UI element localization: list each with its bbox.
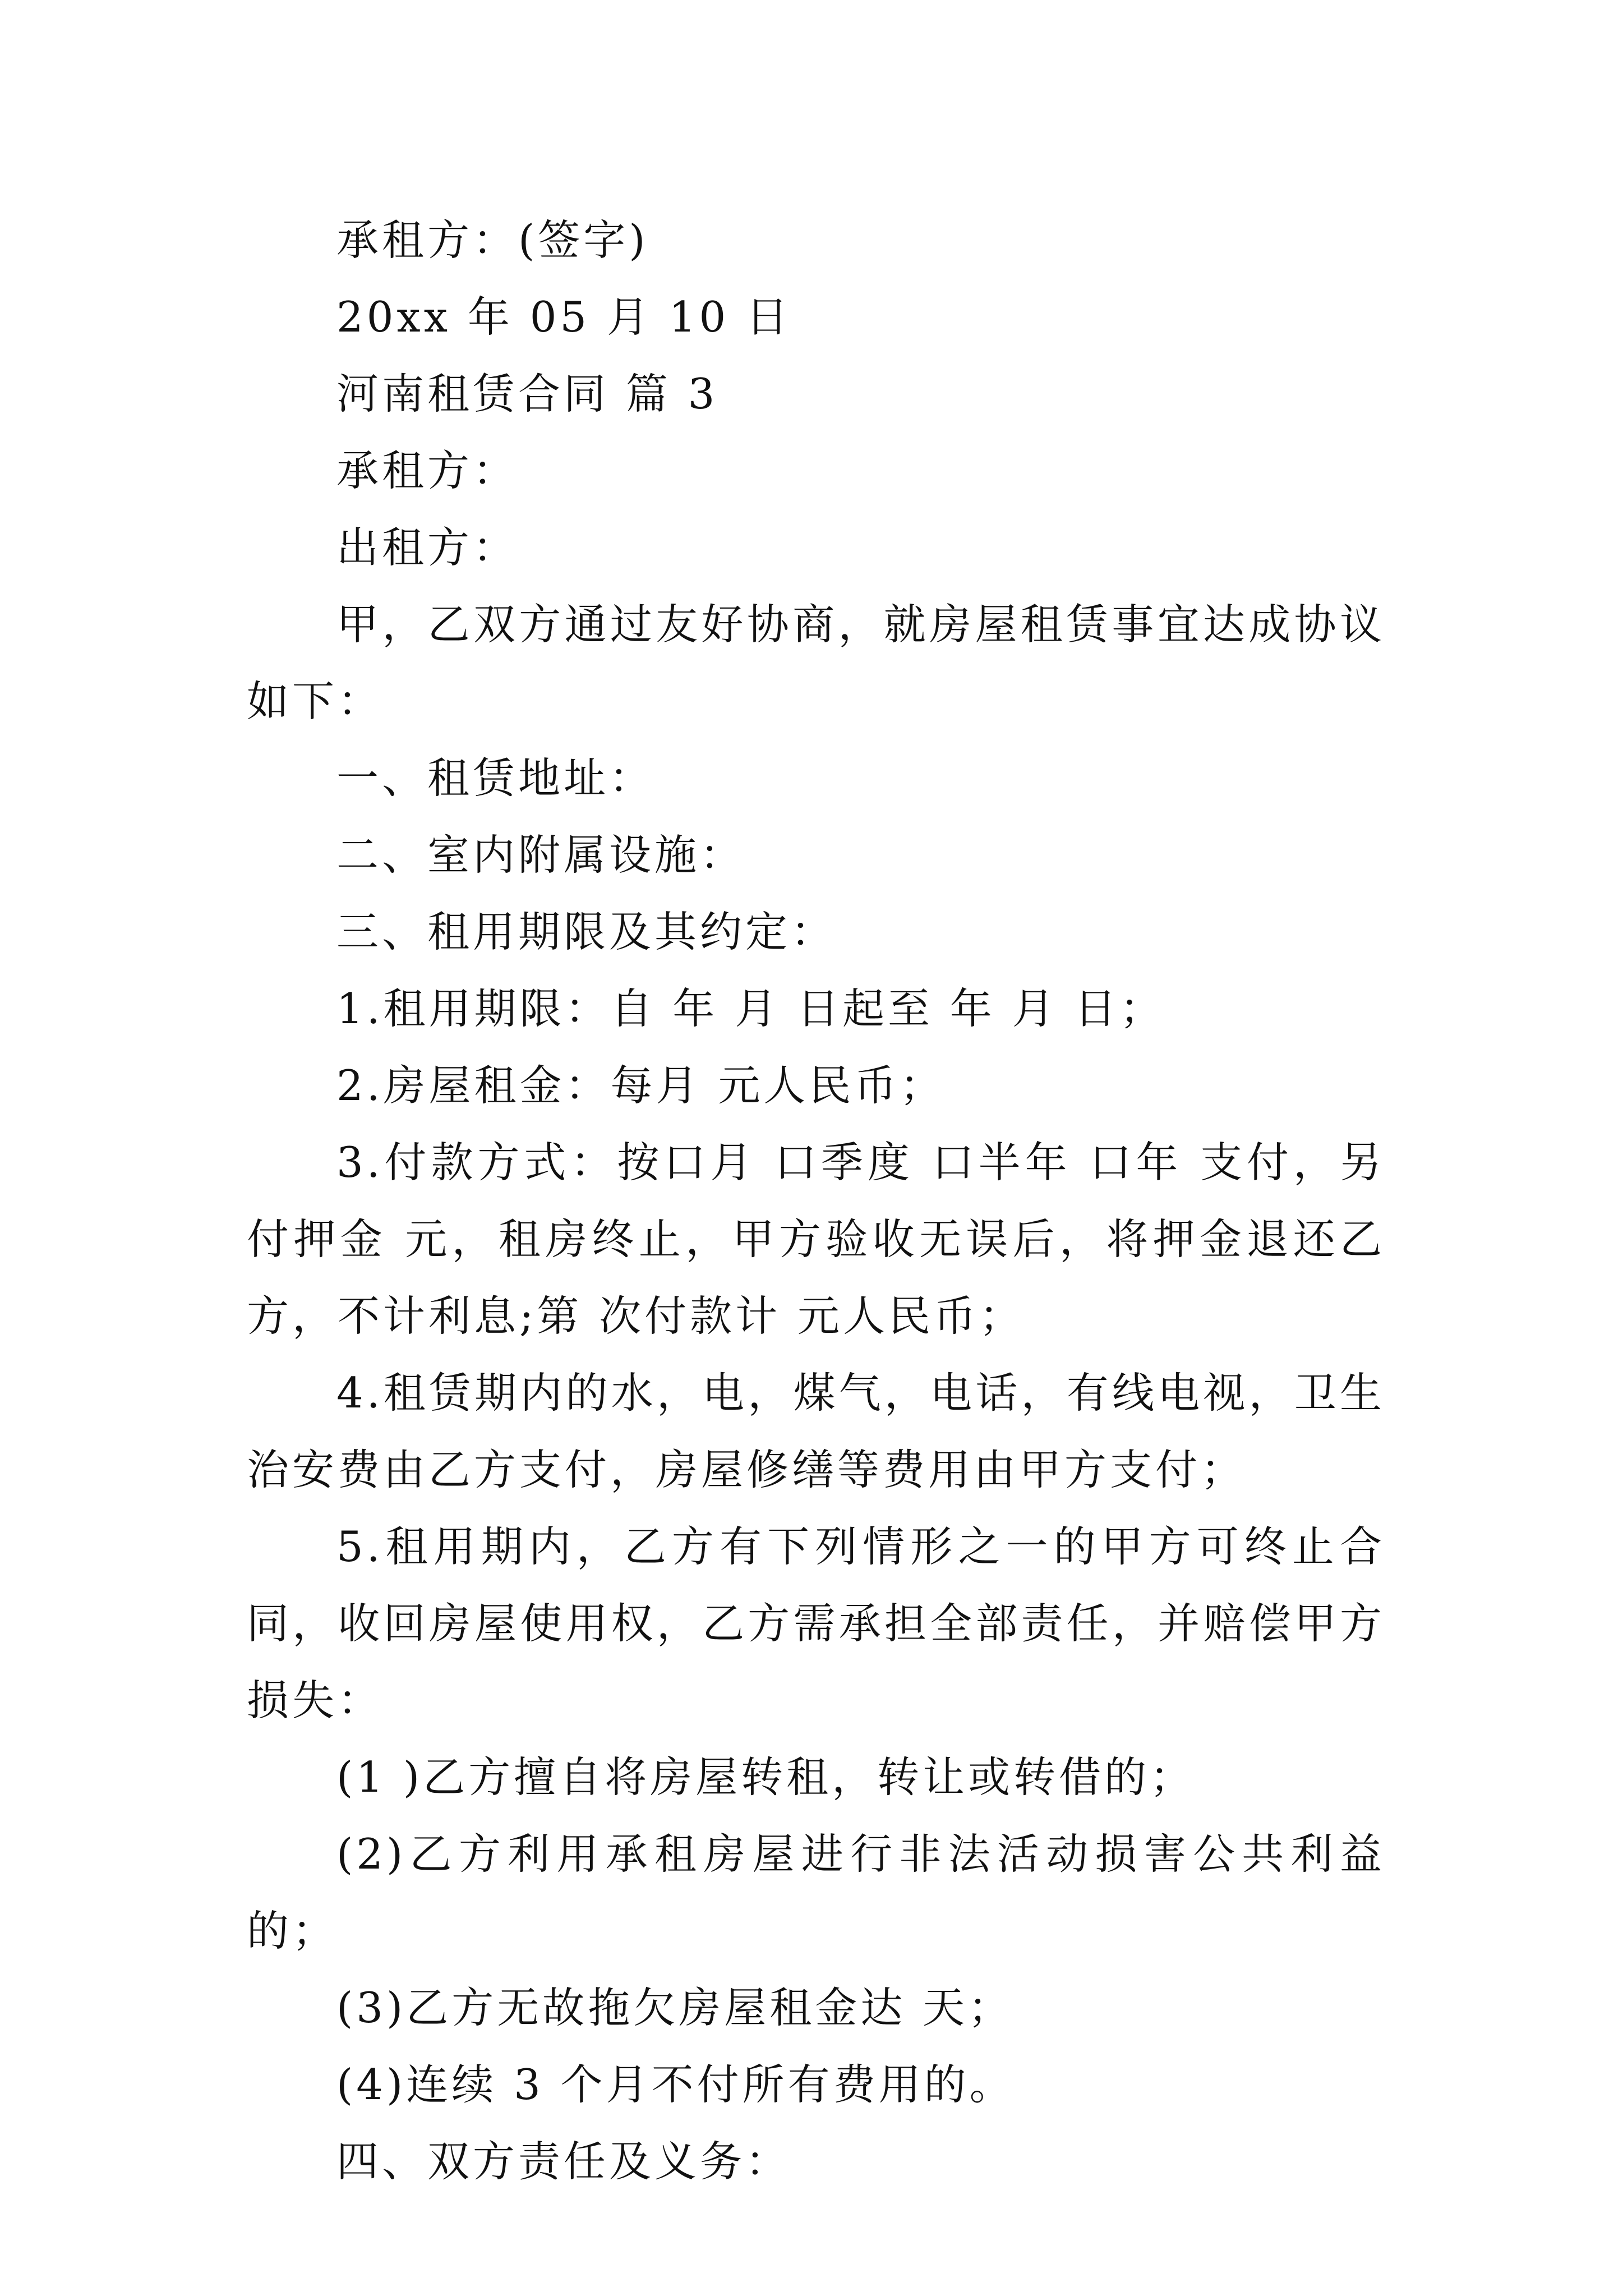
clause-term-period: 1.租用期限：自 年 月 日起至 年 月 日； (336, 984, 1165, 1033)
clause-rent: 2.房屋租金：每月 元人民币； (336, 1061, 946, 1110)
clause-address: 一、租赁地址： (336, 753, 655, 803)
termination-item-2: (2)乙方利用承租房屋进行非法活动损害公共利益的； (247, 1829, 1385, 1955)
clause-responsibilities-heading: 四、双方责任及义务： (336, 2137, 791, 2186)
clause-payment: 3.付款方式：按口月 口季度 口半年 口年 支付，另付押金 元，租房终止，甲方验收无误后，将押金退还乙方，不计利息;第 次付款计 元人民币； (247, 1138, 1385, 1341)
lessee-line: 承租方： (336, 446, 519, 495)
date-line: 20xx 年 05 月 10 日 (336, 292, 792, 342)
contract-body (247, 202, 1385, 2200)
termination-item-4: (4)连续 3 个月不付所有费用的。 (336, 2060, 1015, 2109)
clause-termination: 5.租用期内，乙方有下列情形之一的甲方可终止合同，收回房屋使用权，乙方需承担全部责任，并赔偿甲方损失： (247, 1522, 1385, 1725)
section-heading: 河南租赁合同 篇 3 (336, 369, 718, 418)
agreement-intro: 甲，乙双方通过友好协商，就房屋租赁事宜达成协议如下： (247, 600, 1385, 726)
clause-utilities: 4.租赁期内的水，电，煤气，电话，有线电视，卫生治安费由乙方支付，房屋修缮等费用由甲方支付； (247, 1368, 1385, 1494)
clause-term-heading: 三、租用期限及其约定： (336, 907, 837, 956)
termination-item-3: (3)乙方无故拖欠房屋租金达 天； (336, 1983, 1014, 2032)
lessor-line: 出租方： (336, 523, 519, 572)
clause-facilities: 二、室内附属设施： (336, 830, 746, 880)
termination-item-1: (1 )乙方擅自将房屋转租，转让或转借的； (336, 1752, 1196, 1802)
signature-line: 承租方：(签字) (336, 215, 649, 265)
